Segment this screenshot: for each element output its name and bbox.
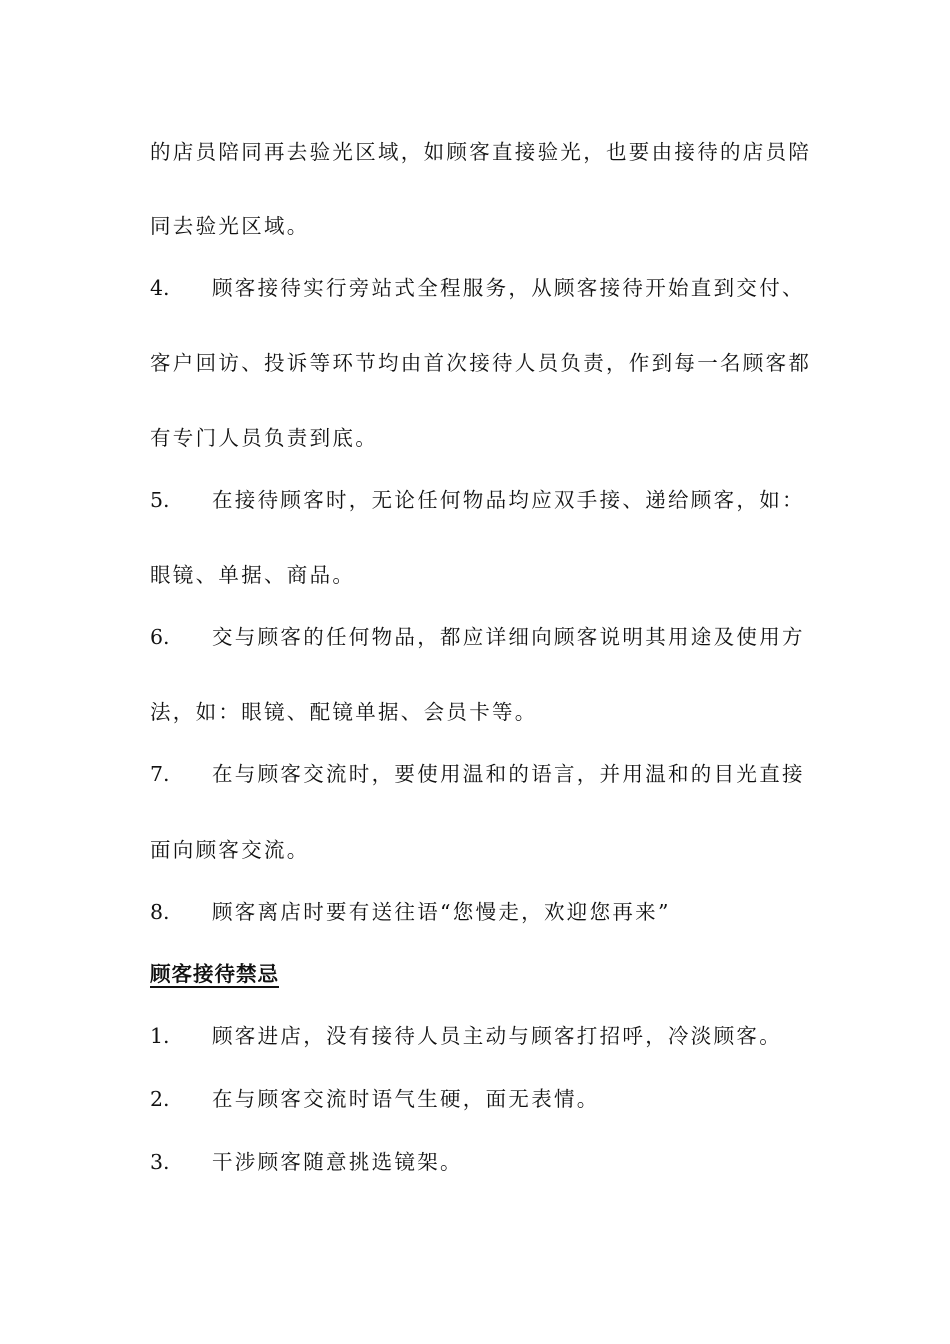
list-text: 干涉顾客随意挑选镜架。 xyxy=(212,1150,463,1174)
list-text: 顾客离店时要有送往语“您慢走，欢迎您再来” xyxy=(212,900,671,924)
list-number: 5. xyxy=(150,488,170,512)
list-text: 在与顾客交流时语气生硬，面无表情。 xyxy=(212,1087,600,1111)
list-item-7 xyxy=(150,758,810,790)
list-text: 交与顾客的任何物品，都应详细向顾客说明其用途及使用方 xyxy=(212,625,805,649)
list-text: 顾客进店，没有接待人员主动与顾客打招呼，冷淡顾客。 xyxy=(212,1024,782,1048)
list-item-2 xyxy=(150,1083,810,1115)
list-number: 3. xyxy=(150,1150,170,1174)
list-number: 6. xyxy=(150,625,170,649)
list-item-6 xyxy=(150,621,810,653)
list-text: 在与顾客交流时，要使用温和的语言，并用温和的目光直接 xyxy=(212,762,805,786)
list-number: 1. xyxy=(150,1024,170,1048)
paragraph-line: 法，如：眼镜、配镜单据、会员卡等。 xyxy=(150,700,538,724)
list-text: 顾客接待实行旁站式全程服务，从顾客接待开始直到交付、 xyxy=(212,276,805,300)
list-text: 在接待顾客时，无论任何物品均应双手接、递给顾客，如： xyxy=(212,488,805,512)
section-heading: 顾客接待禁忌 xyxy=(150,962,279,986)
paragraph-line: 有专门人员负责到底。 xyxy=(150,426,378,450)
paragraph-line: 面向顾客交流。 xyxy=(150,838,310,862)
list-item-3 xyxy=(150,1146,810,1178)
list-item-8 xyxy=(150,896,810,928)
paragraph-line: 的店员陪同再去验光区域，如顾客直接验光，也要由接待的店员陪 xyxy=(150,140,812,164)
list-item-5 xyxy=(150,484,810,516)
list-number: 7. xyxy=(150,762,170,786)
paragraph-line: 客户回访、投诉等环节均由首次接待人员负责，作到每一名顾客都 xyxy=(150,351,812,375)
list-item-4 xyxy=(150,272,810,304)
paragraph-line: 同去验光区域。 xyxy=(150,214,310,238)
list-number: 2. xyxy=(150,1087,170,1111)
list-number: 8. xyxy=(150,900,170,924)
paragraph-line: 眼镜、单据、商品。 xyxy=(150,563,356,587)
list-number: 4. xyxy=(150,276,170,300)
list-item-1 xyxy=(150,1020,810,1052)
